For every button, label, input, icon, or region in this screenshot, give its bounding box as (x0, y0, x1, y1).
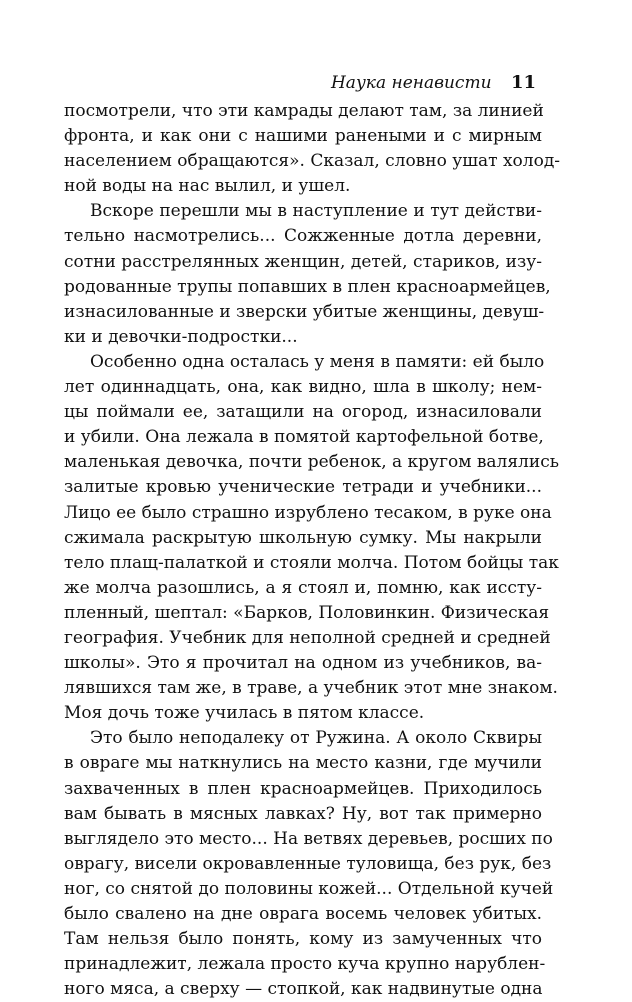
text-line: населением обращаются». Сказал, словно ушат холод- (64, 151, 561, 172)
text-line: тельно насмотрелись... Сожженные дотла деревни, (64, 226, 542, 247)
paragraph (64, 726, 554, 1002)
text-line: изнасилованные и зверски убитые женщины, девуш- (64, 301, 545, 322)
text-line: Это было неподалеку от Ружина. А около Сквиры (90, 728, 542, 749)
paragraph (64, 99, 561, 199)
text-line: Там нельзя было понять, кому из замученных что (64, 929, 542, 950)
body-text (64, 99, 561, 1002)
text-line: выглядело это место... На ветвях деревьев, росших по (64, 828, 553, 849)
text-line: лявшихся там же, в траве, а учебник этот мне знаком. (64, 678, 558, 699)
text-line: ной воды на нас вылил, и ушел. (64, 176, 351, 197)
text-line: ног, со снятой до половины кожей... Отдельной кучей (64, 878, 554, 899)
text-line: Особенно одна осталась у меня в памяти: ей было (90, 351, 545, 372)
text-line: родованные трупы попавших в плен красноармейцев, (64, 276, 551, 297)
text-line: ки и девочки-подростки... (64, 326, 298, 347)
text-line: оврагу, висели окровавленные туловища, без рук, без (64, 853, 552, 874)
text-line: принадлежит, лежала просто куча крупно нарублен- (64, 954, 546, 975)
text-line: фронта, и как они с нашими ранеными и с мирным (64, 126, 542, 147)
text-line: же молча разошлись, а я стоял и, помню, как иссту- (64, 577, 542, 598)
text-line: было свалено на дне оврага восемь человек убитых. (64, 904, 542, 924)
paragraph (64, 350, 559, 726)
paragraph (64, 199, 551, 350)
text-line: Моя дочь тоже училась в пятом классе. (64, 703, 425, 724)
text-line: в овраге мы наткнулись на место казни, где мучили (64, 753, 542, 774)
text-line: посмотрели, что эти камрады делают там, за линией (64, 101, 544, 121)
running-header (331, 72, 536, 93)
text-line: маленькая девочка, почти ребенок, а кругом валялись (64, 452, 559, 473)
text-line: география. Учебник для неполной средней и средней (64, 627, 551, 648)
text-line: Вскоре перешли мы в наступление и тут действи- (90, 201, 542, 222)
text-line: лет одиннадцать, она, как видно, шла в школу; нем- (64, 377, 542, 398)
text-line: залитые кровью ученические тетради и учебники... (64, 477, 542, 498)
text-line: тело плащ-палаткой и стояли молча. Потом бойцы так (64, 552, 559, 573)
text-line: и убили. Она лежала в помятой картофельной ботве, (64, 427, 544, 448)
text-line: ного мяса, а сверху — стопкой, как надвинутые одна (64, 979, 543, 1000)
text-line: цы поймали ее, затащили на огород, изнасиловали (64, 402, 542, 423)
text-line: пленный, шептал: «Барков, Половинкин. Физическая (64, 602, 550, 623)
text-line: сотни расстрелянных женщин, детей, стариков, изу- (64, 251, 542, 272)
text-line: захваченных в плен красноармейцев. Приходилось (64, 778, 542, 799)
text-line: вам бывать в мясных лавках? Ну, вот так примерно (64, 803, 542, 824)
running-title: Наука ненависти (330, 73, 492, 93)
text-line: Лицо ее было страшно изрублено тесаком, в руке она (64, 502, 552, 523)
text-line: школы». Это я прочитал на одном из учебников, ва- (64, 653, 542, 674)
page-number: 11 (510, 72, 536, 93)
text-line: сжимала раскрытую школьную сумку. Мы накрыли (64, 527, 542, 548)
